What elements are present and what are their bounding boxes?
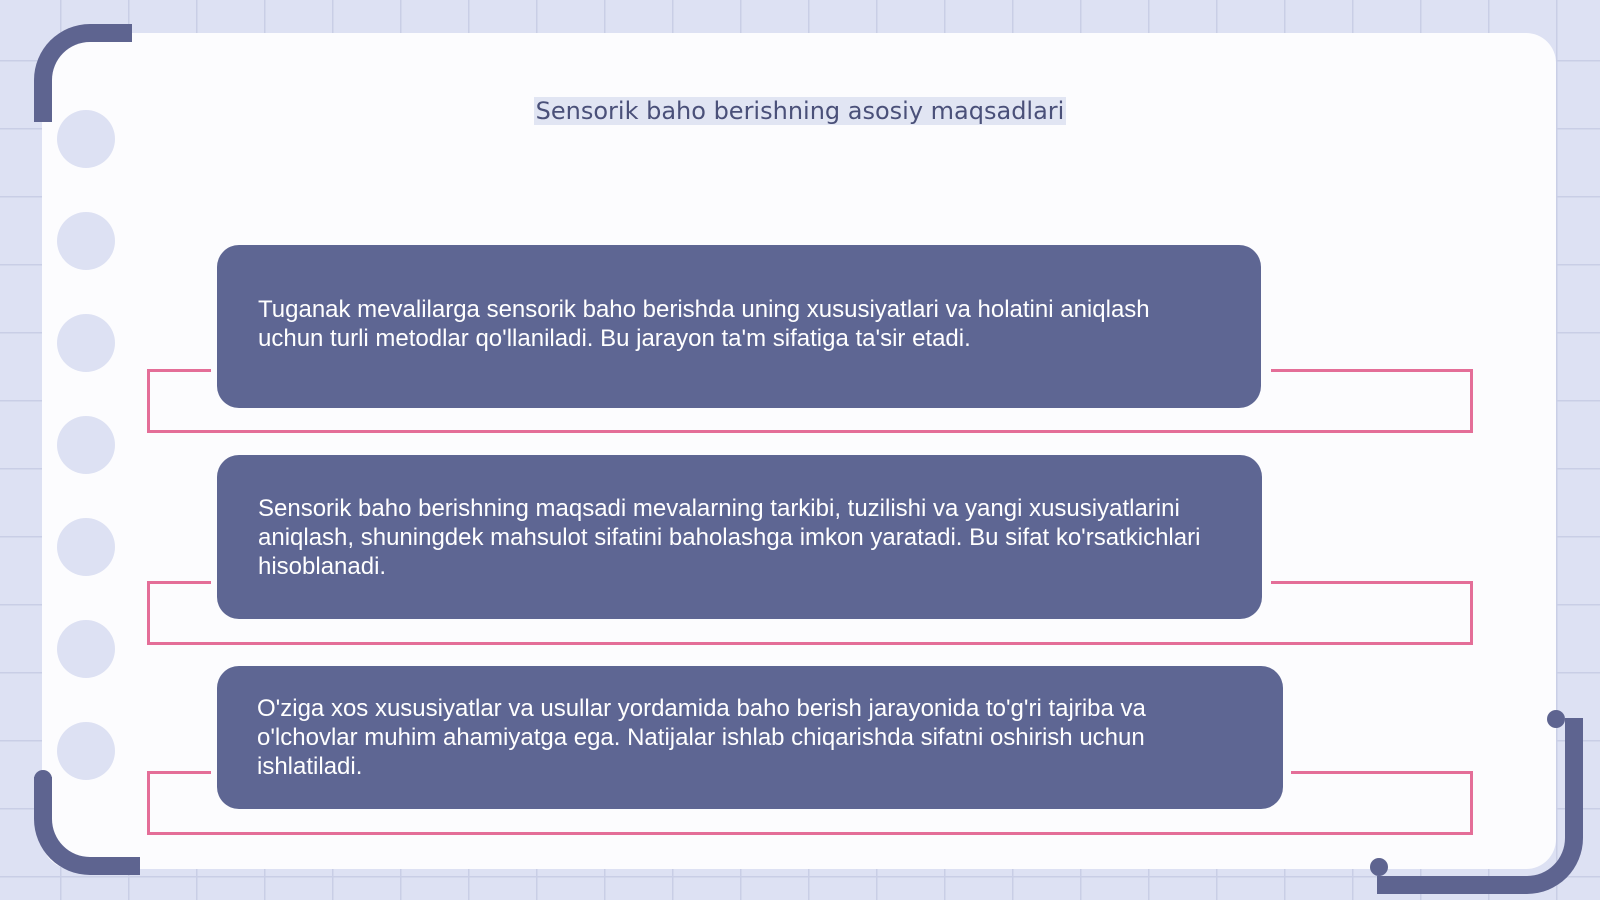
slide-title (0, 94, 1600, 128)
info-card-2 (217, 455, 1262, 619)
slide-title-text: Sensorik baho berishning asosiy maqsadlari (535, 97, 1065, 125)
paper-notch (57, 416, 115, 474)
paper-notch (57, 518, 115, 576)
info-card-1 (217, 245, 1261, 408)
info-card-2-text: Sensorik baho berishning maqsadi mevalarning tarkibi, tuzilishi va yangi xususiyatlarini aniqlash, shuningdek mahsulot sifatini baholashga imkon yaratadi. Bu sifat ko'rsatkichlari hisoblanadi. (258, 495, 1201, 580)
bracket-cap (34, 770, 52, 788)
info-card-1-text: Tuganak mevalilarga sensorik baho berishda uning xususiyatlari va holatini aniqlash uchun turli metodlar qo'llaniladi. Bu jarayon ta'm sifatiga ta'sir etadi. (258, 296, 1150, 352)
info-card-3-text: O'ziga xos xususiyatlar va usullar yordamida baho berish jarayonida to'g'ri tajriba va o'lchovlar muhim ahamiyatga ega. Natijalar ishlab chiqarishda sifatni oshirish uchun ishlatiladi. (257, 695, 1146, 780)
bracket-cap (1547, 710, 1565, 728)
paper-notch (57, 722, 115, 780)
bracket-cap (1370, 858, 1388, 876)
paper-notch (57, 212, 115, 270)
paper-notch (57, 620, 115, 678)
bracket-cap (106, 857, 124, 875)
bracket-cap (88, 24, 106, 42)
paper-notch (57, 314, 115, 372)
info-card-3 (217, 666, 1283, 809)
